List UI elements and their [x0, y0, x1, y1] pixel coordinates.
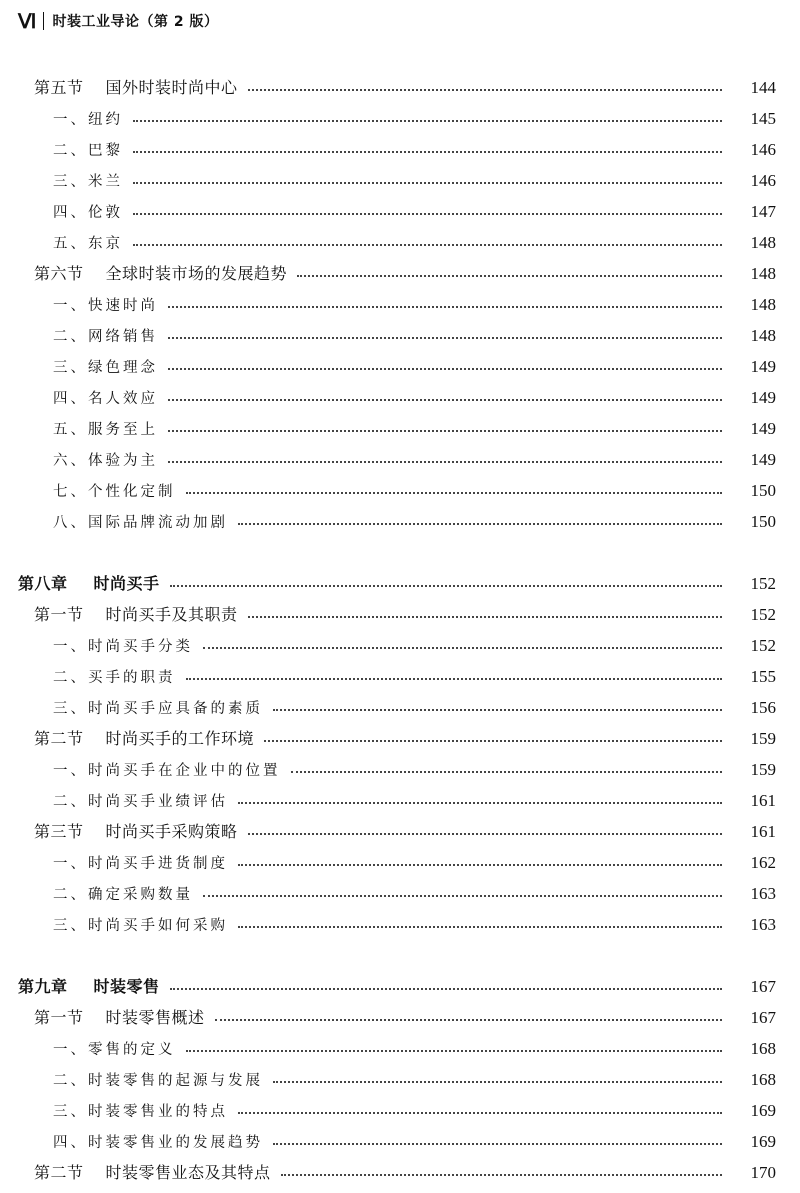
toc-entry-label: 时装零售 [93, 977, 160, 996]
dot-leader [133, 182, 722, 184]
toc-entry-title [53, 1100, 228, 1121]
toc-entry-page: 148 [750, 264, 776, 283]
toc-entry-section[interactable] [0, 1155, 800, 1183]
toc-entry-label: 国外时装时尚中心 [105, 78, 238, 97]
toc-entry-label: 时尚买手及其职责 [105, 605, 238, 624]
toc-entry-page: 148 [750, 326, 776, 345]
toc-entry-item[interactable] [0, 318, 800, 346]
toc-entry-title [53, 418, 158, 439]
toc-entry-title [34, 1160, 271, 1183]
toc-entry-title [53, 108, 123, 129]
dot-leader [297, 275, 722, 277]
toc-entry-page: 167 [750, 977, 776, 996]
toc-entry-section[interactable] [0, 597, 800, 625]
toc-entry-item[interactable] [0, 659, 800, 687]
toc-entry-label: 时尚买手的工作环境 [105, 729, 255, 748]
toc-entry-item[interactable] [0, 101, 800, 129]
toc-entry-title [53, 759, 281, 780]
toc-entry-number: 一、 [53, 856, 88, 872]
toc-entry-label: 时装零售业的发展趋势 [88, 1135, 263, 1151]
dot-leader [170, 585, 722, 587]
toc-entry-item[interactable] [0, 876, 800, 904]
toc-entry-label: 时尚买手分类 [88, 639, 193, 655]
toc-entry-number: 二、 [53, 1073, 88, 1089]
dot-leader [203, 895, 722, 897]
toc-entry-page: 149 [750, 419, 776, 438]
toc-entry-title [53, 914, 228, 935]
toc-entry-item[interactable] [0, 1062, 800, 1090]
toc-entry-page: 155 [750, 667, 776, 686]
toc-entry-number: 八、 [53, 515, 88, 531]
toc-entry-page: 146 [750, 140, 776, 159]
dot-leader [238, 802, 722, 804]
toc-entry-label: 个性化定制 [88, 484, 176, 500]
toc-entry-label: 时尚买手进货制度 [88, 856, 228, 872]
toc-entry-number: 五、 [53, 236, 88, 252]
toc-entry-page: 150 [750, 481, 776, 500]
toc-entry-title [53, 790, 228, 811]
toc-entry-number: 四、 [53, 1135, 88, 1151]
toc-entry-label: 时尚买手采购策略 [105, 822, 238, 841]
toc-entry-page: 161 [750, 822, 776, 841]
toc-entry-page: 148 [750, 233, 776, 252]
dot-leader [281, 1174, 722, 1176]
toc-entry-page: 146 [750, 171, 776, 190]
toc-entry-page: 167 [750, 1008, 776, 1027]
toc-entry-title [53, 1069, 263, 1090]
toc-entry-item[interactable] [0, 752, 800, 780]
toc-entry-title [53, 232, 123, 253]
toc-entry-item[interactable] [0, 411, 800, 439]
dot-leader [238, 926, 722, 928]
toc-entry-page: 150 [750, 512, 776, 531]
dot-leader [168, 461, 722, 463]
toc-entry-label: 时尚买手在企业中的位置 [88, 763, 281, 779]
toc-entry-item[interactable] [0, 349, 800, 377]
toc-entry-page: 149 [750, 388, 776, 407]
toc-entry-page: 170 [750, 1163, 776, 1182]
toc-entry-label: 时尚买手业绩评估 [88, 794, 228, 810]
toc-entry-number: 三、 [53, 1104, 88, 1120]
dot-leader [168, 337, 722, 339]
toc-entry-page: 162 [750, 853, 776, 872]
toc-entry-item[interactable] [0, 783, 800, 811]
toc-entry-page: 148 [750, 295, 776, 314]
dot-leader [273, 709, 722, 711]
toc-entry-title [53, 511, 228, 532]
toc-entry-page: 169 [750, 1132, 776, 1151]
toc-entry-item[interactable] [0, 287, 800, 315]
toc-entry-number: 一、 [53, 112, 88, 128]
toc-entry-number: 二、 [53, 670, 88, 686]
dot-leader [133, 151, 722, 153]
dot-leader [248, 89, 722, 91]
toc-entry-item[interactable] [0, 194, 800, 222]
toc-entry-label: 买手的职责 [88, 670, 176, 686]
toc-entry-title [53, 170, 123, 191]
dot-leader [238, 864, 722, 866]
toc-entry-label: 时尚买手如何采购 [88, 918, 228, 934]
toc-entry-item[interactable] [0, 473, 800, 501]
toc-entry-chapter[interactable] [0, 566, 800, 594]
toc-entry-label: 时尚买手 [93, 574, 160, 593]
toc-entry-number: 第六节 [34, 264, 84, 283]
dot-leader [133, 213, 722, 215]
toc-entry-number: 二、 [53, 794, 88, 810]
toc-entry-chapter[interactable] [0, 969, 800, 997]
running-header [18, 6, 218, 36]
toc-entry-number: 第一节 [34, 1008, 84, 1027]
toc-entry-item[interactable] [0, 1031, 800, 1059]
toc-entry-title [53, 1038, 176, 1059]
toc-entry-label: 网络销售 [88, 329, 158, 345]
toc-entry-number: 三、 [53, 918, 88, 934]
toc-entry-page: 152 [750, 605, 776, 624]
toc-entry-label: 体验为主 [88, 453, 158, 469]
toc-entry-label: 时装零售概述 [105, 1008, 205, 1027]
toc-entry-label: 米兰 [88, 174, 123, 190]
toc-entry-number: 七、 [53, 484, 88, 500]
dot-leader [203, 647, 722, 649]
toc-entry-number: 三、 [53, 360, 88, 376]
toc-entry-title [53, 356, 158, 377]
toc-entry-page: 149 [750, 450, 776, 469]
dot-leader [133, 244, 722, 246]
toc-entry-page: 159 [750, 729, 776, 748]
dot-leader [248, 616, 722, 618]
toc-entry-number: 第二节 [34, 1163, 84, 1182]
toc-entry-number: 二、 [53, 887, 88, 903]
toc-entry-label: 伦敦 [88, 205, 123, 221]
dot-leader [168, 368, 722, 370]
toc-entry-page: 147 [750, 202, 776, 221]
toc-entry-page: 149 [750, 357, 776, 376]
toc-entry-title [34, 1005, 205, 1028]
toc-entry-page: 168 [750, 1070, 776, 1089]
toc-entry-section[interactable] [0, 70, 800, 98]
toc-entry-page: 159 [750, 760, 776, 779]
toc-entry-label: 确定采购数量 [88, 887, 193, 903]
toc-entry-page: 163 [750, 915, 776, 934]
toc-entry-item[interactable] [0, 225, 800, 253]
dot-leader [264, 740, 722, 742]
toc-entry-item[interactable] [0, 380, 800, 408]
dot-leader [186, 678, 723, 680]
dot-leader [291, 771, 723, 773]
toc-entry-page: 144 [750, 78, 776, 97]
toc-entry-title [53, 325, 158, 346]
toc-entry-number: 一、 [53, 763, 88, 779]
header-divider [43, 12, 44, 30]
dot-leader [168, 306, 722, 308]
toc-entry-number: 第二节 [34, 729, 84, 748]
toc-entry-page: 168 [750, 1039, 776, 1058]
toc-entry-title [18, 571, 160, 594]
toc-entry-number: 第一节 [34, 605, 84, 624]
toc-entry-item[interactable] [0, 1093, 800, 1121]
dot-leader [186, 492, 723, 494]
toc-entry-section[interactable] [0, 814, 800, 842]
toc-entry-label: 巴黎 [88, 143, 123, 159]
toc-entry-title [53, 1131, 263, 1152]
toc-entry-page: 152 [750, 574, 776, 593]
toc-entry-number: 一、 [53, 639, 88, 655]
toc-entry-page: 156 [750, 698, 776, 717]
toc-entry-section[interactable] [0, 256, 800, 284]
toc-entry-title [53, 480, 176, 501]
dot-leader [238, 523, 722, 525]
toc-entry-page: 145 [750, 109, 776, 128]
dot-leader [133, 120, 722, 122]
toc-entry-number: 一、 [53, 1042, 88, 1058]
toc-entry-title [18, 974, 160, 997]
toc-entry-title [53, 139, 123, 160]
toc-entry-number: 第五节 [34, 78, 84, 97]
toc-entry-page: 163 [750, 884, 776, 903]
toc-entry-number: 三、 [53, 701, 88, 717]
toc-entry-number: 六、 [53, 453, 88, 469]
toc-entry-title [34, 819, 238, 842]
dot-leader [168, 399, 722, 401]
toc-entry-title [53, 697, 263, 718]
toc-entry-page: 152 [750, 636, 776, 655]
toc-entry-item[interactable] [0, 442, 800, 470]
dot-leader [215, 1019, 722, 1021]
toc-entry-title [53, 883, 193, 904]
toc-entry-label: 零售的定义 [88, 1042, 176, 1058]
toc-entry-section[interactable] [0, 1000, 800, 1028]
toc-entry-number: 五、 [53, 422, 88, 438]
toc-entry-label: 绿色理念 [88, 360, 158, 376]
toc-entry-label: 时装零售的起源与发展 [88, 1073, 263, 1089]
toc-entry-label: 纽约 [88, 112, 123, 128]
toc-entry-title [53, 294, 158, 315]
toc-entry-item[interactable] [0, 163, 800, 191]
toc-entry-label: 全球时装市场的发展趋势 [105, 264, 288, 283]
toc-entry-label: 名人效应 [88, 391, 158, 407]
toc-entry-label: 快速时尚 [88, 298, 158, 314]
toc-entry-label: 时装零售业态及其特点 [105, 1163, 271, 1182]
dot-leader [273, 1143, 722, 1145]
toc-entry-label: 国际品牌流动加剧 [88, 515, 228, 531]
toc-entry-title [34, 726, 254, 749]
toc-entry-number: 四、 [53, 391, 88, 407]
dot-leader [248, 833, 722, 835]
toc-entry-number: 二、 [53, 143, 88, 159]
book-title: 时装工业导论（第 2 版） [52, 14, 219, 30]
toc-entry-item[interactable] [0, 690, 800, 718]
toc-entry-title [34, 602, 238, 625]
toc-entry-number: 四、 [53, 205, 88, 221]
toc-entry-page: 169 [750, 1101, 776, 1120]
toc-entry-item[interactable] [0, 907, 800, 935]
toc-entry-title [53, 852, 228, 873]
toc-entry-label: 服务至上 [88, 422, 158, 438]
toc-entry-title [34, 261, 287, 284]
dot-leader [238, 1112, 722, 1114]
toc-entry-title [53, 387, 158, 408]
toc-entry-label: 时尚买手应具备的素质 [88, 701, 263, 717]
toc-entry-title [53, 449, 158, 470]
toc-entry-title [34, 75, 238, 98]
toc-entry-label: 东京 [88, 236, 123, 252]
toc-entry-number: 第八章 [18, 574, 68, 593]
toc-entry-item[interactable] [0, 504, 800, 532]
toc-entry-title [53, 201, 123, 222]
page-number-roman: Ⅵ [18, 10, 37, 33]
toc-entry-number: 二、 [53, 329, 88, 345]
dot-leader [170, 988, 722, 990]
toc-entry-item[interactable] [0, 132, 800, 160]
toc-entry-number: 三、 [53, 174, 88, 190]
toc-entry-item[interactable] [0, 1124, 800, 1152]
dot-leader [273, 1081, 722, 1083]
toc-entry-item[interactable] [0, 628, 800, 656]
toc-entry-title [53, 635, 193, 656]
toc-entry-label: 时装零售业的特点 [88, 1104, 228, 1120]
dot-leader [186, 1050, 723, 1052]
toc-entry-number: 第三节 [34, 822, 84, 841]
toc-entry-section[interactable] [0, 721, 800, 749]
toc-entry-number: 一、 [53, 298, 88, 314]
toc-entry-page: 161 [750, 791, 776, 810]
dot-leader [168, 430, 722, 432]
toc-entry-item[interactable] [0, 845, 800, 873]
toc-entry-title [53, 666, 176, 687]
toc-entry-number: 第九章 [18, 977, 68, 996]
